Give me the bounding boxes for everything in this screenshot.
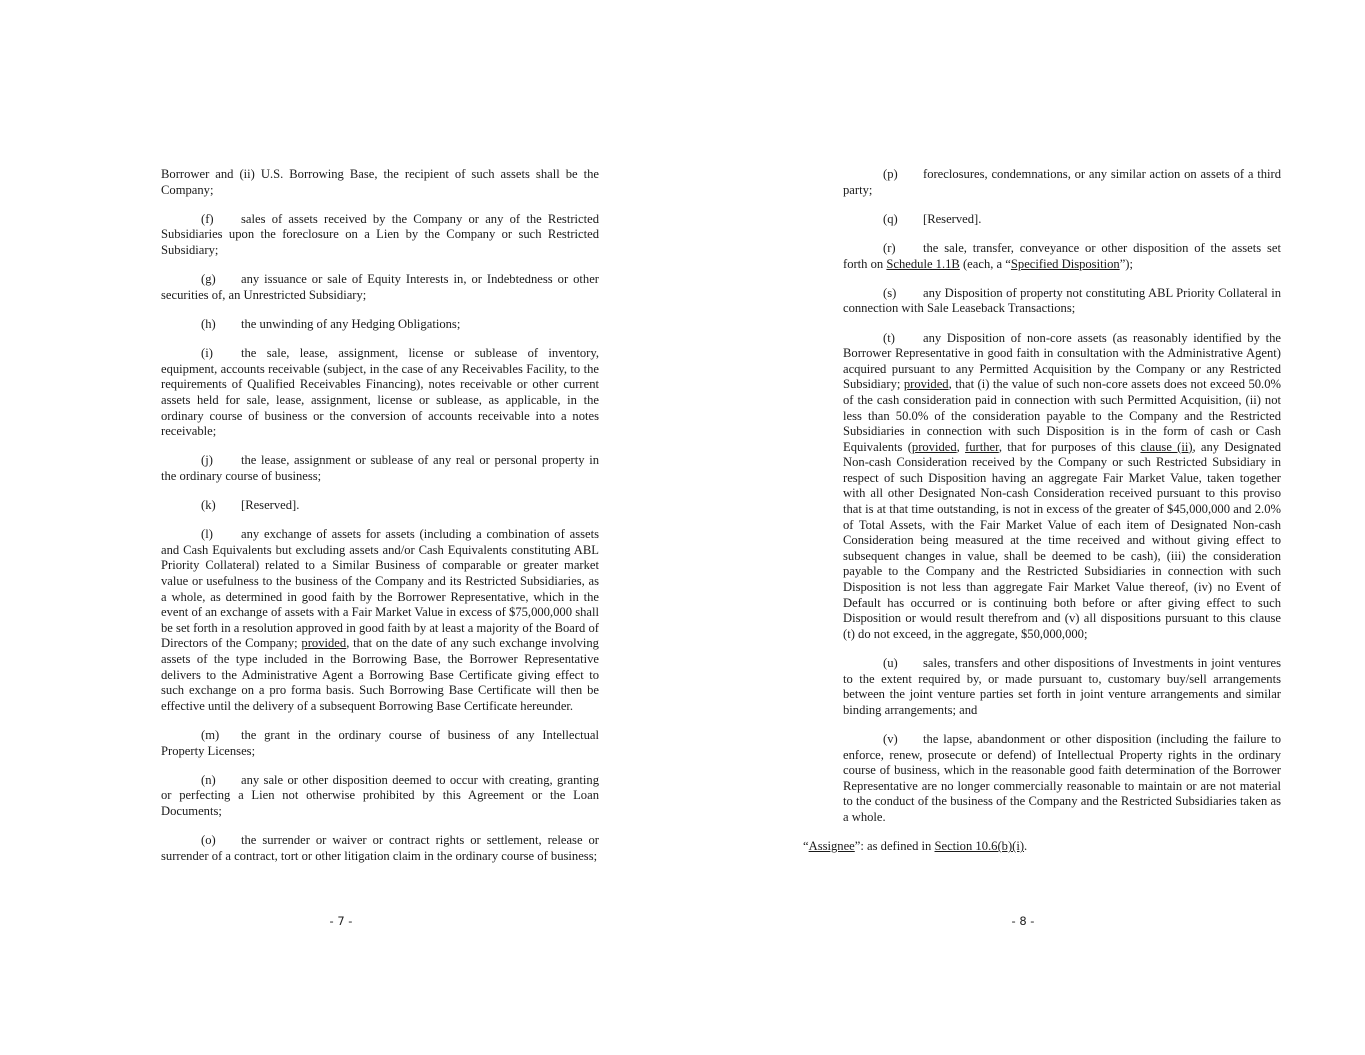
clause-v: [843, 732, 1281, 826]
clause-label: (j): [201, 453, 213, 468]
clause-text: [Reserved].: [923, 211, 982, 226]
clause-label: (o): [201, 833, 216, 848]
defined-term: Specified Disposition: [1010, 256, 1120, 271]
clause-text: ”);: [1119, 256, 1133, 271]
clause-label: (m): [201, 727, 220, 742]
clause-f: [161, 212, 599, 259]
defined-term-assignee: Assignee: [808, 839, 855, 854]
page-7: [0, 0, 682, 1055]
clause-r: [843, 241, 1281, 272]
clause-label: (u): [883, 656, 898, 670]
clause-text: sales of assets received by the Company or any of the Restricted Subsidiaries upon the foreclosure on a Lien by the Company or such Restricted Subsidiary;: [161, 211, 599, 257]
clause-i: [161, 346, 599, 440]
provided-term: provided: [301, 636, 347, 651]
definition-text: ”: as defined in: [854, 839, 935, 854]
provided-term: provided: [911, 439, 957, 454]
clause-u: [843, 656, 1281, 718]
clause-text: sales, transfers and other dispositions of Investments in joint ventures to the extent required by, or made pursuant to, customary buy/sell arrangements between the joint venture parties set forth in joint venture arrangements and similar binding arrangements; and: [843, 656, 1281, 717]
clause-text: , that for purposes of this: [998, 439, 1141, 454]
clause-label: (q): [883, 211, 898, 226]
clause-text: the unwinding of any Hedging Obligations;: [241, 316, 461, 331]
clause-text: , that on the date of any such exchange involving assets of the type included in the Borrowing Base, the Borrower Representative delivers to the Administrative Agent a Borrowing Base Certificate giving effect to such exchange on a pro forma basis. Such Borrowing Base Certificate will then be effective until the delivery of a subsequent Borrowing Base Certificate hereunder.: [161, 636, 599, 713]
clause-text: the sale, transfer, conveyance or other disposition of the assets set forth on: [843, 240, 1281, 271]
clause-text: the lease, assignment or sublease of any real or personal property in the ordinary course of business;: [161, 453, 599, 483]
clause-k: [161, 498, 599, 514]
page-8: [682, 0, 1365, 1055]
schedule-reference: Schedule 1.1B: [886, 256, 960, 271]
clause-text: the lapse, abandonment or other disposition (including the failure to enforce, renew, prosecute or defend) of Intellectual Property rights in the ordinary course of business, which in the reasonable good faith determination of the Borrower Representative are no longer commercially reasonable to maintain or are not material to the conduct of the business of the Company and the Restricted Subsidiaries taken as a whole.: [843, 731, 1281, 824]
clause-label: (l): [201, 527, 213, 542]
clause-o: [161, 833, 599, 864]
page-number: - 8 -: [1011, 914, 1035, 928]
clause-g: [161, 272, 599, 303]
clause-label: (p): [883, 167, 898, 181]
clause-text: any exchange of assets for assets (including a combination of assets and Cash Equivalents but excluding assets and/or Cash Equivalents constituting ABL Priority Collateral) related to a Similar Business of comparable or greater market value or usefulness to the business of the Company and its Restricted Subsidiaries, as a whole, as determined in good faith by the Borrower Representative, which in the event of an exchange of assets with a Fair Market Value in excess of $75,000,000 shall be set forth in a resolution approved in good faith by at least a majority of the Board of Directors of the Company;: [161, 527, 599, 651]
clause-l: [161, 527, 599, 714]
page-8-body: [803, 167, 1281, 868]
continuation-paragraph: Borrower and (ii) U.S. Borrowing Base, the recipient of such assets shall be the Company;: [161, 167, 599, 197]
clause-label: (t): [883, 330, 895, 345]
clause-h: [161, 317, 599, 333]
clause-p: [843, 167, 1281, 198]
clause-label: (r): [883, 240, 896, 255]
clause-text: , any Designated Non-cash Consideration received by the Company or such Restricted Subsidiary in respect of such Disposition having an aggregate Fair Market Value, taken together with all other Designated Non-cash Consideration received pursuant to this proviso that is at that time outstanding, is not in excess of the greater of $45,000,000 and 2.0% of Total Assets, with the Fair Market Value of each item of Designated Non-cash Consideration being measured at the time received and without giving effect to subsequent changes in value, shall be deemed to be cash), (iii) the consideration payable to the Company and the Restricted Subsidiaries in connection with such Disposition is not less than aggregate Fair Market Value thereof, (iv) no Event of Default has occurred or is continuing both before or after giving effect to such Disposition or would result therefrom and (v) all dispositions pursuant to this clause (t) do not exceed, in the aggregate, $50,000,000;: [843, 439, 1281, 641]
clause-text: ,: [956, 439, 966, 454]
clause-text: the sale, lease, assignment, license or sublease of inventory, equipment, accounts receivable (subject, in the case of any Receivables Facility, to the requirements of Qualified Receivables Financing), notes receivable or other current assets held for sale, lease, assignment, license or sublease, as applicable, in the ordinary course of business or the conversion of accounts receivable into a notes receivable;: [161, 346, 599, 439]
clause-reference: clause (ii): [1140, 439, 1193, 454]
section-reference: Section 10.6(b)(i): [934, 839, 1025, 854]
page-7-body: [161, 167, 599, 878]
clause-label: (h): [201, 316, 216, 331]
clause-text: [Reserved].: [241, 498, 300, 513]
clause-label: (f): [201, 211, 214, 226]
clause-j: [161, 453, 599, 484]
further-term: further: [965, 439, 999, 454]
assignee-definition: [803, 839, 1281, 855]
clause-t: [843, 331, 1281, 643]
clause-text: the surrender or waiver or contract rights or settlement, release or surrender of a contract, tort or other litigation claim in the ordinary course of business;: [161, 833, 599, 863]
clause-text: foreclosures, condemnations, or any similar action on assets of a third party;: [843, 167, 1281, 197]
clause-n: [161, 773, 599, 820]
clause-q: [843, 212, 1281, 228]
open-quote: “: [803, 839, 809, 854]
clause-text: , that (i) the value of such non-core assets does not exceed 50.0% of the cash consideration paid in connection with such Permitted Acquisition, (ii) not less than 50.0% of the consideration payable to the Company and the Restricted Subsidiaries in connection with such Disposition is in the form of cash or Cash Equivalents (: [843, 377, 1281, 454]
clause-label: (n): [201, 772, 216, 787]
clause-label: (i): [201, 346, 213, 361]
clause-label: (k): [201, 498, 216, 513]
clause-label: (g): [201, 272, 216, 287]
clause-text: the grant in the ordinary course of business of any Intellectual Property Licenses;: [161, 727, 599, 758]
clause-text: any Disposition of non-core assets (as reasonably identified by the Borrower Representative in good faith in consultation with the Administrative Agent) acquired pursuant to any Permitted Acquisition by the Company or any Restricted Subsidiary;: [843, 330, 1281, 392]
provided-term: provided: [903, 377, 949, 392]
clause-text: (each, a “: [959, 256, 1011, 271]
clause-label: (s): [883, 285, 897, 300]
clause-label: (v): [883, 731, 898, 746]
clause-m: [161, 728, 599, 759]
definition-end: .: [1024, 839, 1028, 854]
clause-s: [843, 286, 1281, 317]
clause-text: any issuance or sale of Equity Interests in, or Indebtedness or other securities of, an Unrestricted Subsidiary;: [161, 272, 599, 302]
clause-text: any sale or other disposition deemed to occur with creating, granting or perfecting a Lien not otherwise prohibited by this Agreement or the Loan Documents;: [161, 772, 599, 818]
page-number: - 7 -: [329, 914, 353, 928]
clause-text: any Disposition of property not constituting ABL Priority Collateral in connection with Sale Leaseback Transactions;: [843, 285, 1281, 316]
